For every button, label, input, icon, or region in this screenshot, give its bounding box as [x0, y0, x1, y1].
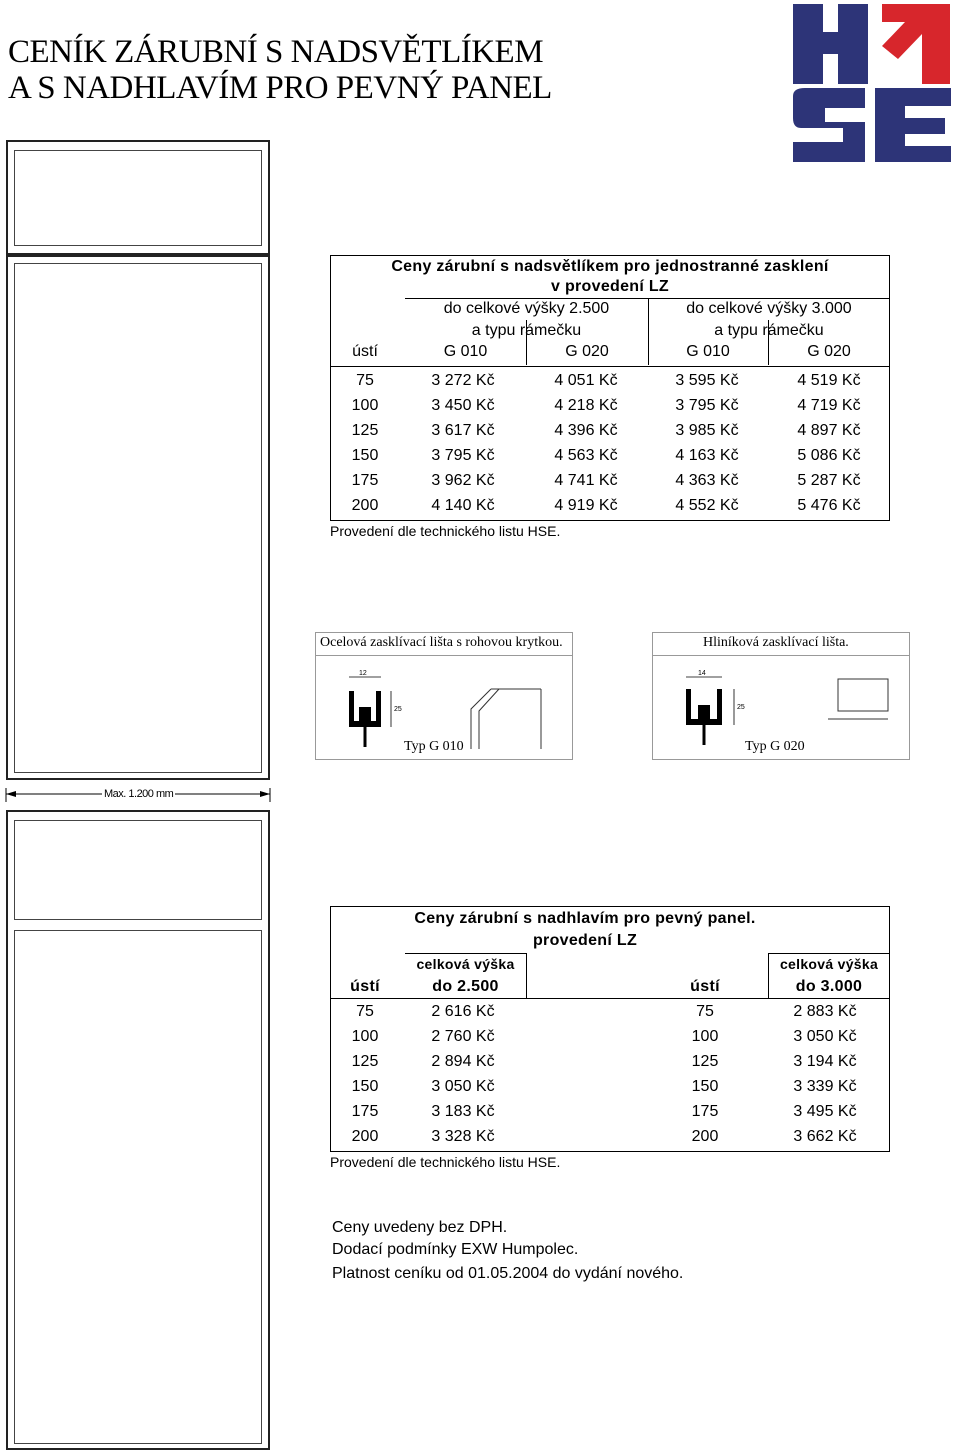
door-frame-lower	[6, 810, 270, 1450]
usti-cell: 175	[351, 471, 379, 489]
group1-frame-type: a typu rámečku	[471, 322, 582, 339]
table2-right-h1: celková výška	[779, 956, 879, 972]
table-row	[330, 1049, 526, 1074]
table-row	[330, 1024, 526, 1049]
table1-title-line-1: Ceny zárubní s nadsvětlíkem pro jednostranné zasklení	[391, 258, 829, 275]
table1-body	[330, 368, 890, 518]
door-leaf-lower	[14, 930, 262, 1444]
usti-cell: 75	[696, 1002, 714, 1020]
table2-left-divider	[526, 953, 527, 998]
usti-cell: 125	[351, 421, 379, 439]
price-cell: 3 595 Kč	[675, 371, 739, 389]
price-cell: 4 563 Kč	[554, 446, 618, 464]
price-cell: 4 741 Kč	[554, 471, 618, 489]
table-row	[330, 1099, 526, 1124]
table2-right-h2: do 3.000	[795, 978, 863, 995]
group2-frame-type: a typu rámečku	[714, 322, 824, 339]
transom-glass	[14, 150, 262, 246]
table-row	[330, 1074, 526, 1099]
table-row	[330, 1124, 526, 1149]
table1-col-g010-b: G 010	[686, 343, 730, 360]
table-row	[330, 443, 890, 468]
door-frame-upper	[6, 255, 270, 780]
price-cell: 4 163 Kč	[675, 446, 739, 464]
price-cell: 2 760 Kč	[431, 1027, 495, 1045]
price-cell: 3 795 Kč	[675, 396, 739, 414]
price-cell: 5 287 Kč	[797, 471, 861, 489]
price-cell: 3 272 Kč	[431, 371, 495, 389]
usti-cell: 150	[691, 1077, 719, 1095]
profile-alu-box	[652, 632, 910, 760]
table2-title-line-2: provedení LZ	[532, 932, 638, 949]
table-row	[650, 1124, 890, 1149]
table2-left-h1: celková výška	[416, 956, 515, 972]
door-leaf-upper	[14, 263, 262, 773]
price-cell: 2 616 Kč	[431, 1002, 495, 1020]
table1-body-rule	[330, 366, 890, 367]
dimension-label: Max. 1.200 mm	[104, 788, 174, 800]
hse-logo	[790, 4, 955, 162]
title-line-1: CENÍK ZÁRUBNÍ S NADSVĚTLÍKEM	[8, 34, 544, 70]
price-cell: 3 795 Kč	[431, 446, 495, 464]
profile-steel-type: Typ G 010	[404, 739, 464, 754]
usti-cell: 100	[691, 1027, 719, 1045]
page-title	[8, 34, 552, 106]
table-row	[650, 1074, 890, 1099]
table2-title-line-1: Ceny zárubní s nadhlavím pro pevný panel.	[414, 910, 756, 927]
group1-height: do celkové výšky 2.500	[443, 300, 610, 317]
footer-validity: Platnost ceníku od 01.05.2004 do vydání nového.	[332, 1265, 684, 1282]
table-row	[650, 1099, 890, 1124]
price-cell: 3 617 Kč	[431, 421, 495, 439]
usti-cell: 100	[351, 1027, 379, 1045]
price-cell: 4 919 Kč	[554, 496, 618, 514]
table1-note: Provedení dle technického listu HSE.	[330, 523, 561, 539]
table-row	[330, 368, 890, 393]
profile-steel-label: Ocelová zasklívací lišta s rohovou krytkou.	[320, 635, 563, 650]
price-cell: 3 328 Kč	[431, 1127, 495, 1145]
table-row	[650, 1024, 890, 1049]
price-cell: 3 495 Kč	[793, 1102, 857, 1120]
price-cell: 4 140 Kč	[431, 496, 495, 514]
price-cell: 3 962 Kč	[431, 471, 495, 489]
usti-cell: 75	[356, 371, 374, 389]
price-cell: 3 339 Kč	[793, 1077, 857, 1095]
price-cell: 4 897 Kč	[797, 421, 861, 439]
table2-left-h2: do 2.500	[432, 978, 499, 995]
table2-col-usti-right: ústí	[690, 978, 720, 995]
table2-left-rule	[405, 953, 527, 954]
price-cell: 2 883 Kč	[793, 1002, 857, 1020]
profile-steel-box	[315, 632, 573, 760]
price-cell: 4 719 Kč	[797, 396, 861, 414]
profile-alu-label: Hliníková zasklívací lišta.	[703, 635, 849, 650]
usti-cell: 125	[691, 1052, 719, 1070]
price-cell: 4 396 Kč	[554, 421, 618, 439]
table-row	[330, 493, 890, 518]
price-cell: 2 894 Kč	[431, 1052, 495, 1070]
table1-title	[330, 257, 890, 297]
table-row	[330, 999, 526, 1024]
price-cell: 4 363 Kč	[675, 471, 739, 489]
price-cell: 3 450 Kč	[431, 396, 495, 414]
price-cell: 4 552 Kč	[675, 496, 739, 514]
table-row	[330, 418, 890, 443]
price-cell: 3 662 Kč	[793, 1127, 857, 1145]
alu-height-label: 25	[737, 704, 745, 711]
price-cell: 3 050 Kč	[431, 1077, 495, 1095]
table1-title-line-2: v provedení LZ	[551, 278, 669, 295]
usti-cell: 200	[691, 1127, 719, 1145]
table2-note: Provedení dle technického listu HSE.	[330, 1154, 561, 1170]
price-cell: 3 050 Kč	[793, 1027, 857, 1045]
usti-cell: 150	[351, 1077, 379, 1095]
table2-right-body	[650, 999, 890, 1149]
usti-cell: 175	[691, 1102, 719, 1120]
footer-delivery: Dodací podmínky EXW Humpolec.	[332, 1241, 579, 1258]
price-cell: 3 985 Kč	[675, 421, 739, 439]
usti-cell: 175	[351, 1102, 379, 1120]
usti-cell: 125	[351, 1052, 379, 1070]
table1-col-g020-b: G 020	[807, 343, 851, 360]
table-row	[330, 468, 890, 493]
price-cell: 3 194 Kč	[793, 1052, 857, 1070]
steel-height-label: 25	[394, 706, 402, 713]
title-line-2: A S NADHLAVÍM PRO PEVNÝ PANEL	[8, 70, 552, 106]
group2-height: do celkové výšky 3.000	[686, 300, 852, 317]
price-cell: 5 476 Kč	[797, 496, 861, 514]
price-cell: 3 183 Kč	[431, 1102, 495, 1120]
table-row	[650, 1049, 890, 1074]
footer-vat: Ceny uvedeny bez DPH.	[332, 1219, 508, 1236]
profile-alu-type: Typ G 020	[745, 739, 805, 754]
usti-cell: 200	[351, 496, 379, 514]
usti-cell: 100	[351, 396, 379, 414]
price-cell: 4 519 Kč	[797, 371, 861, 389]
upper-panel	[14, 820, 262, 920]
price-cell: 5 086 Kč	[797, 446, 861, 464]
price-cell: 4 051 Kč	[554, 371, 618, 389]
table-row	[650, 999, 890, 1024]
usti-cell: 200	[351, 1127, 379, 1145]
table1-group-1	[405, 298, 648, 342]
usti-cell: 75	[356, 1002, 374, 1020]
steel-width-label: 12	[359, 670, 367, 677]
table1-col-g020-a: G 020	[565, 343, 609, 360]
profile-steel-rule	[316, 655, 572, 656]
usti-cell: 150	[351, 446, 379, 464]
table1-group-2	[648, 298, 890, 342]
table1-col-g010-a: G 010	[443, 343, 488, 360]
table2-title	[330, 908, 840, 952]
table2-col-usti-left: ústí	[350, 978, 380, 995]
transom-frame	[6, 140, 270, 255]
table-row	[330, 393, 890, 418]
table2-right-rule	[768, 953, 890, 954]
alu-width-label: 14	[698, 670, 706, 677]
table1-col-usti: ústí	[352, 343, 378, 360]
profile-alu-rule	[653, 655, 909, 656]
table2-left-body	[330, 999, 526, 1149]
price-cell: 4 218 Kč	[554, 396, 618, 414]
